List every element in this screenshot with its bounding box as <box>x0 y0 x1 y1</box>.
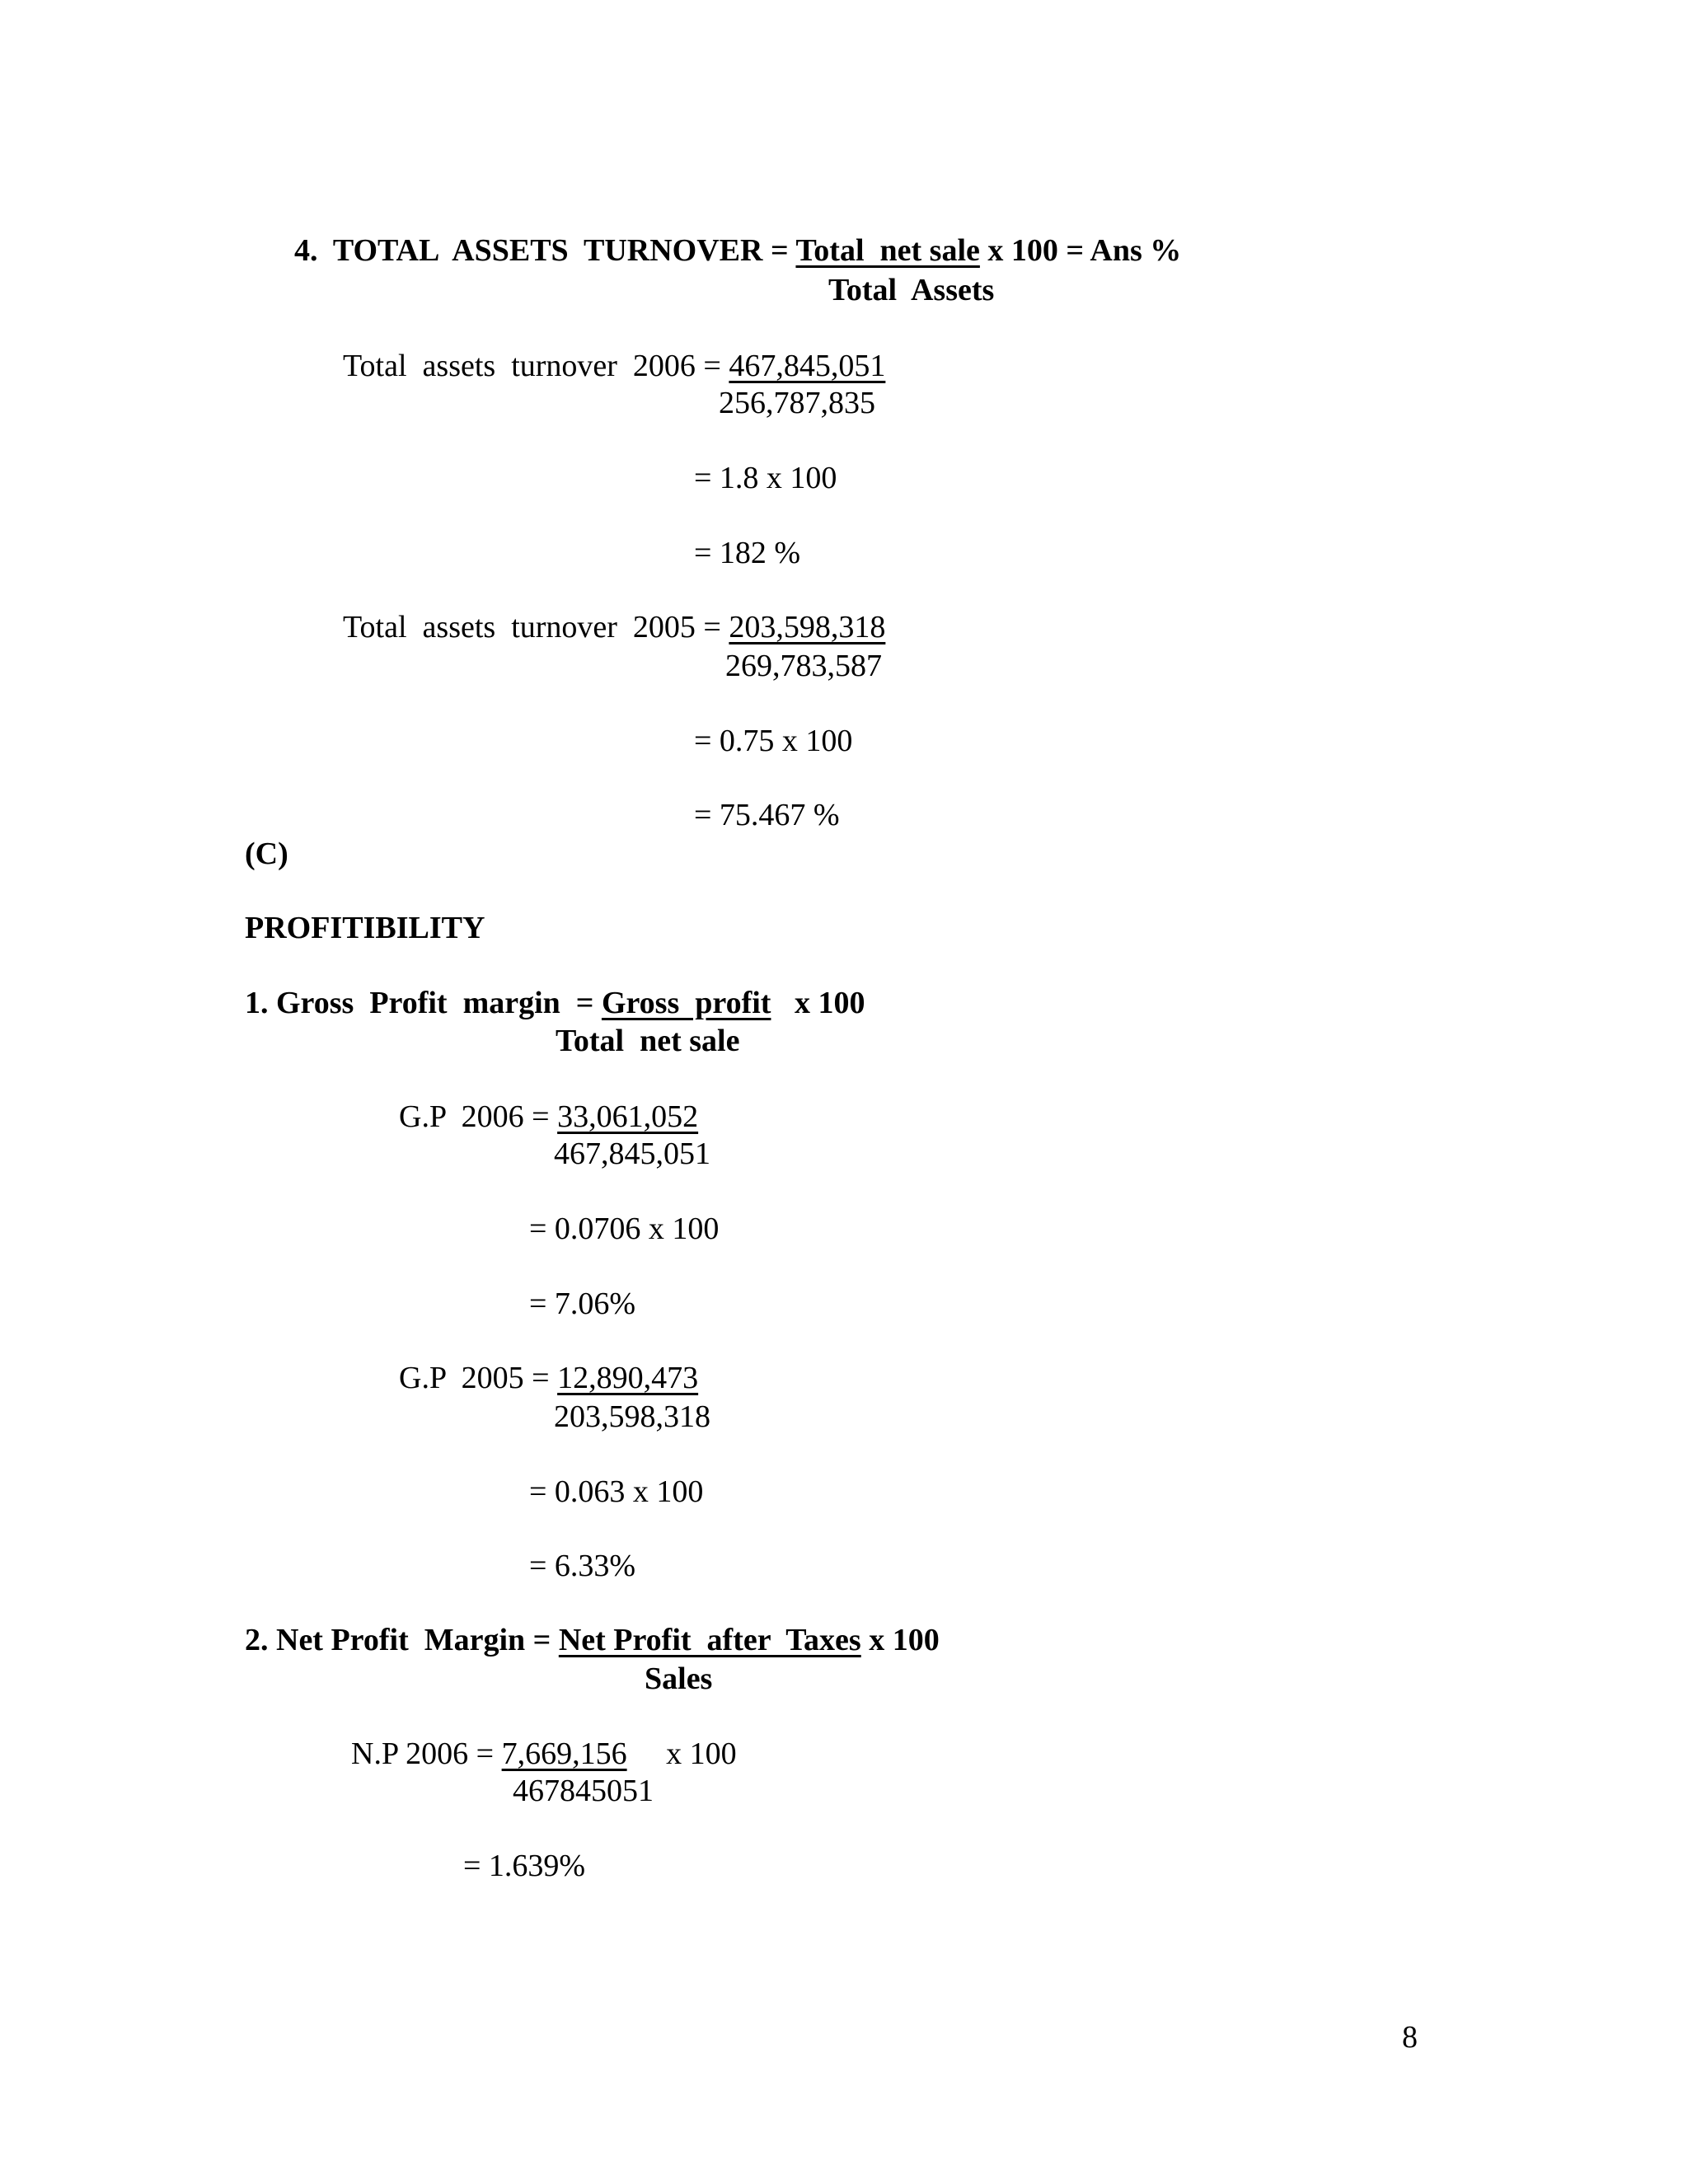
gp-2005-line <box>399 1360 698 1396</box>
page-number: 8 <box>1402 2020 1418 2055</box>
heading-numerator: Total net sale <box>795 233 980 268</box>
ata-2006-numerator: 467,845,051 <box>729 349 886 383</box>
gp-2006-line <box>399 1099 698 1135</box>
ata-2006-label: Total assets turnover 2006 = <box>343 349 729 383</box>
npm-heading-denominator: Sales <box>645 1661 713 1696</box>
ata-2005-line <box>343 609 885 645</box>
ata-2006-step: = 1.8 x 100 <box>694 461 837 495</box>
np-2006-numerator: 7,669,156 <box>501 1736 627 1771</box>
heading-lhs: 4. TOTAL ASSETS TURNOVER = <box>294 233 796 268</box>
np-2006-label: N.P 2006 = <box>351 1736 502 1771</box>
ata-2005-label: Total assets turnover 2005 = <box>343 610 729 644</box>
gp-2005-result: = 6.33% <box>529 1549 636 1583</box>
section-marker: (C) <box>245 837 288 871</box>
ata-2005-numerator: 203,598,318 <box>729 610 886 644</box>
net-profit-margin-heading <box>245 1622 940 1658</box>
gpm-heading-lhs: 1. Gross Profit margin = <box>245 986 602 1020</box>
np-2006-denominator: 467845051 <box>513 1774 654 1808</box>
npm-heading-numerator: Net Profit after Taxes <box>558 1623 861 1657</box>
section-title: PROFITIBILITY <box>245 911 485 945</box>
np-2006-line <box>351 1736 737 1772</box>
ata-2005-denominator: 269,783,587 <box>725 649 882 683</box>
gpm-heading-numerator: Gross profit <box>601 986 771 1020</box>
heading-denominator: Total Assets <box>828 273 995 307</box>
npm-heading-lhs: 2. Net Profit Margin = <box>245 1623 559 1657</box>
ata-2006-result: = 182 % <box>694 536 801 570</box>
gross-profit-margin-heading <box>245 985 865 1021</box>
gpm-heading-rhs: x 100 <box>771 986 865 1020</box>
ata-2005-step: = 0.75 x 100 <box>694 724 853 758</box>
gp-2006-result: = 7.06% <box>529 1286 636 1321</box>
np-2006-result: = 1.639% <box>463 1849 586 1883</box>
heading-rhs: x 100 = Ans % <box>979 233 1182 268</box>
gp-2005-label: G.P 2005 = <box>399 1361 558 1395</box>
gp-2006-denominator: 467,845,051 <box>554 1137 710 1171</box>
gp-2006-label: G.P 2006 = <box>399 1099 558 1134</box>
gp-2006-numerator: 33,061,052 <box>557 1099 699 1134</box>
gp-2005-numerator: 12,890,473 <box>557 1361 699 1395</box>
total-assets-turnover-heading <box>294 232 1181 269</box>
gpm-heading-denominator: Total net sale <box>556 1024 740 1058</box>
npm-heading-rhs: x 100 <box>860 1623 940 1657</box>
ata-2005-result: = 75.467 % <box>694 798 840 832</box>
gp-2005-step: = 0.063 x 100 <box>529 1474 704 1509</box>
ata-2006-denominator: 256,787,835 <box>719 386 875 420</box>
gp-2005-denominator: 203,598,318 <box>554 1399 710 1434</box>
ata-2006-line <box>343 348 885 384</box>
gp-2006-step: = 0.0706 x 100 <box>529 1212 720 1246</box>
np-2006-times: x 100 <box>626 1736 737 1771</box>
